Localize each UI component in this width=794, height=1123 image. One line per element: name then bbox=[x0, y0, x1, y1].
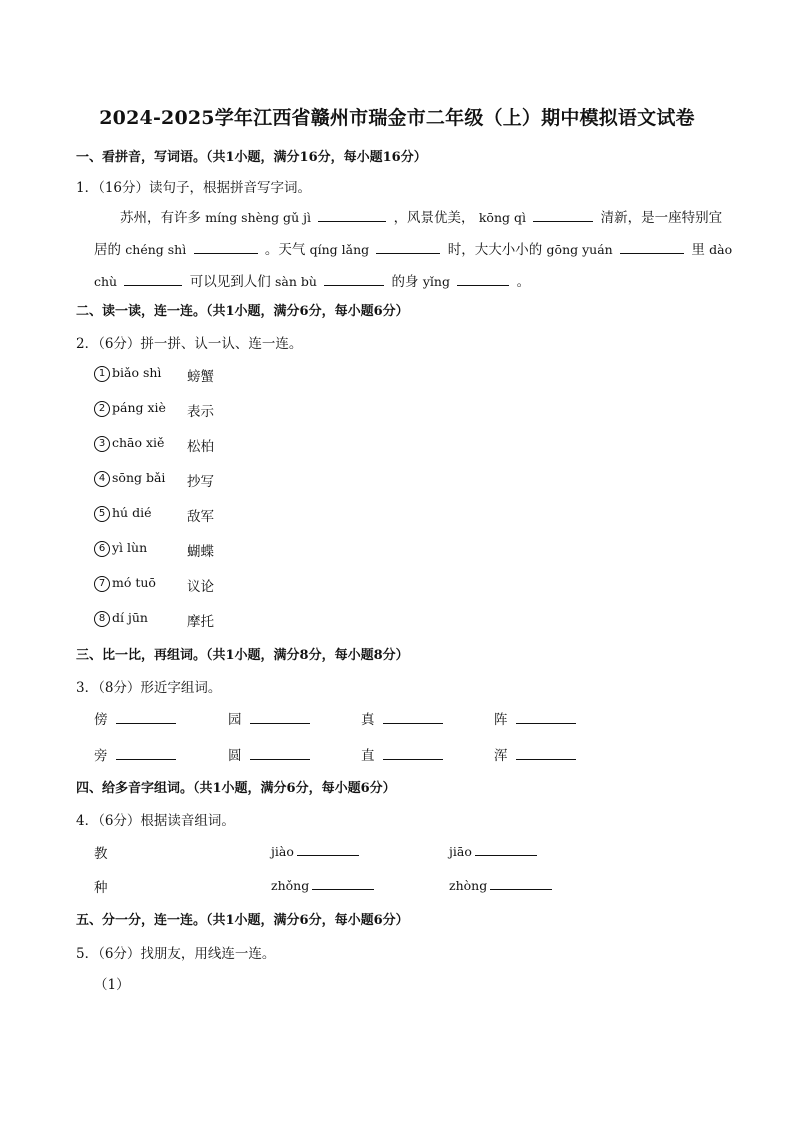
text: 清新，是一座特别宜 bbox=[600, 210, 723, 226]
q3-cell bbox=[361, 708, 446, 728]
answer-blank[interactable] bbox=[116, 710, 176, 724]
pinyin: biǎo shì bbox=[112, 365, 162, 380]
section-4-heading: 四、给多音字组词。（共1小题，满分6分，每小题6分） bbox=[76, 781, 396, 796]
answer-blank[interactable] bbox=[324, 272, 384, 286]
text: 时，大大小小的 bbox=[447, 242, 543, 258]
word[interactable]: 抄写 bbox=[187, 474, 214, 490]
question-2-stem: 2．（6分）拼一拼、认一认、连一连。 bbox=[76, 336, 303, 352]
list-item bbox=[94, 540, 147, 557]
q3-cell bbox=[494, 708, 579, 728]
q3-cell bbox=[94, 744, 179, 764]
q3-cell bbox=[94, 708, 179, 728]
page-title: 2024-2025学年江西省赣州市瑞金市二年级（上）期中模拟语文试卷 bbox=[99, 107, 695, 129]
list-item bbox=[94, 400, 166, 417]
pinyin: sàn bù bbox=[275, 274, 317, 289]
answer-blank[interactable] bbox=[250, 710, 310, 724]
pinyin: chù bbox=[94, 274, 118, 289]
pinyin: dào bbox=[709, 242, 733, 257]
pinyin: páng xiè bbox=[112, 400, 166, 415]
char: 阵 bbox=[494, 712, 508, 728]
circled-number: 4 bbox=[94, 471, 110, 487]
pinyin: zhòng bbox=[449, 878, 488, 893]
text: 居的 bbox=[94, 242, 121, 258]
answer-blank[interactable] bbox=[383, 746, 443, 760]
q3-cell bbox=[228, 744, 313, 764]
answer-blank[interactable] bbox=[516, 746, 576, 760]
word[interactable]: 议论 bbox=[187, 579, 214, 595]
list-item bbox=[94, 575, 156, 592]
text: 苏州，有许多 bbox=[120, 210, 201, 226]
circled-number: 5 bbox=[94, 506, 110, 522]
answer-blank[interactable] bbox=[297, 842, 359, 856]
circled-number: 8 bbox=[94, 611, 110, 627]
text: 里 bbox=[691, 242, 705, 258]
char: 圆 bbox=[228, 748, 242, 764]
q3-cell bbox=[228, 708, 313, 728]
answer-blank[interactable] bbox=[376, 240, 440, 254]
list-item bbox=[94, 505, 151, 522]
word[interactable]: 螃蟹 bbox=[187, 369, 214, 385]
q4-cell bbox=[449, 876, 555, 894]
char: 傍 bbox=[94, 712, 108, 728]
q4-cell bbox=[271, 876, 377, 894]
q4-char: 教 bbox=[94, 846, 108, 862]
q1-line-3 bbox=[94, 270, 530, 290]
word[interactable]: 敌军 bbox=[187, 509, 214, 525]
circled-number: 6 bbox=[94, 541, 110, 557]
pinyin: hú dié bbox=[112, 505, 152, 520]
answer-blank[interactable] bbox=[475, 842, 537, 856]
answer-blank[interactable] bbox=[457, 272, 509, 286]
question-3-stem: 3．（8分）形近字组词。 bbox=[76, 680, 222, 696]
circled-number: 3 bbox=[94, 436, 110, 452]
sub-question-label: （1） bbox=[94, 977, 130, 993]
answer-blank[interactable] bbox=[383, 710, 443, 724]
q3-cell bbox=[361, 744, 446, 764]
pinyin: mó tuō bbox=[112, 575, 156, 590]
circled-number: 2 bbox=[94, 401, 110, 417]
section-2-heading: 二、读一读，连一连。（共1小题，满分6分，每小题6分） bbox=[76, 304, 409, 319]
q4-cell bbox=[449, 842, 540, 860]
list-item bbox=[94, 435, 164, 452]
pinyin: sōng bǎi bbox=[112, 470, 166, 485]
word[interactable]: 摩托 bbox=[187, 614, 214, 630]
pinyin: dí jūn bbox=[112, 610, 148, 625]
answer-blank[interactable] bbox=[620, 240, 684, 254]
char: 直 bbox=[361, 748, 375, 764]
q3-cell bbox=[494, 744, 579, 764]
text: 的身 bbox=[391, 274, 419, 290]
char: 浑 bbox=[494, 748, 508, 764]
word[interactable]: 蝴蝶 bbox=[187, 544, 214, 560]
section-1-heading: 一、看拼音，写词语。（共1小题，满分16分，每小题16分） bbox=[76, 150, 427, 165]
question-4-stem: 4．（6分）根据读音组词。 bbox=[76, 813, 235, 829]
text: 。天气 bbox=[264, 242, 306, 258]
answer-blank[interactable] bbox=[312, 876, 374, 890]
answer-blank[interactable] bbox=[250, 746, 310, 760]
list-item bbox=[94, 365, 161, 382]
char: 真 bbox=[361, 712, 375, 728]
circled-number: 7 bbox=[94, 576, 110, 592]
pinyin: chéng shì bbox=[125, 242, 187, 257]
answer-blank[interactable] bbox=[116, 746, 176, 760]
pinyin: chāo xiě bbox=[112, 435, 165, 450]
pinyin: míng shèng gǔ jì bbox=[205, 210, 311, 225]
answer-blank[interactable] bbox=[194, 240, 258, 254]
question-1-stem: 1．（16分）读句子，根据拼音写字词。 bbox=[76, 180, 312, 196]
char: 园 bbox=[228, 712, 242, 728]
word[interactable]: 松柏 bbox=[187, 439, 214, 455]
answer-blank[interactable] bbox=[124, 272, 182, 286]
char: 旁 bbox=[94, 748, 108, 764]
q1-line-1 bbox=[120, 206, 722, 226]
answer-blank[interactable] bbox=[318, 208, 386, 222]
circled-number: 1 bbox=[94, 366, 110, 382]
list-item bbox=[94, 610, 148, 627]
pinyin: gōng yuán bbox=[546, 242, 613, 257]
question-5-stem: 5．（6分）找朋友，用线连一连。 bbox=[76, 946, 276, 962]
pinyin: yì lùn bbox=[112, 540, 148, 555]
answer-blank[interactable] bbox=[533, 208, 593, 222]
pinyin: jiào bbox=[271, 844, 294, 859]
section-3-heading: 三、比一比，再组词。（共1小题，满分8分，每小题8分） bbox=[76, 648, 409, 663]
section-5-heading: 五、分一分，连一连。（共1小题，满分6分，每小题6分） bbox=[76, 913, 409, 928]
q1-line-2 bbox=[94, 238, 732, 258]
word[interactable]: 表示 bbox=[187, 404, 214, 420]
text: ，风景优美， bbox=[393, 210, 475, 226]
text: 。 bbox=[516, 274, 531, 290]
pinyin: qíng lǎng bbox=[309, 242, 370, 257]
q4-char: 种 bbox=[94, 880, 108, 896]
pinyin: zhǒng bbox=[271, 878, 310, 893]
q4-cell bbox=[271, 842, 362, 860]
pinyin: jiāo bbox=[449, 844, 472, 859]
answer-blank[interactable] bbox=[490, 876, 552, 890]
text: 可以见到人们 bbox=[189, 274, 271, 290]
pinyin: kōng qì bbox=[478, 210, 526, 225]
answer-blank[interactable] bbox=[516, 710, 576, 724]
pinyin: yǐng bbox=[422, 274, 450, 289]
list-item bbox=[94, 470, 165, 487]
